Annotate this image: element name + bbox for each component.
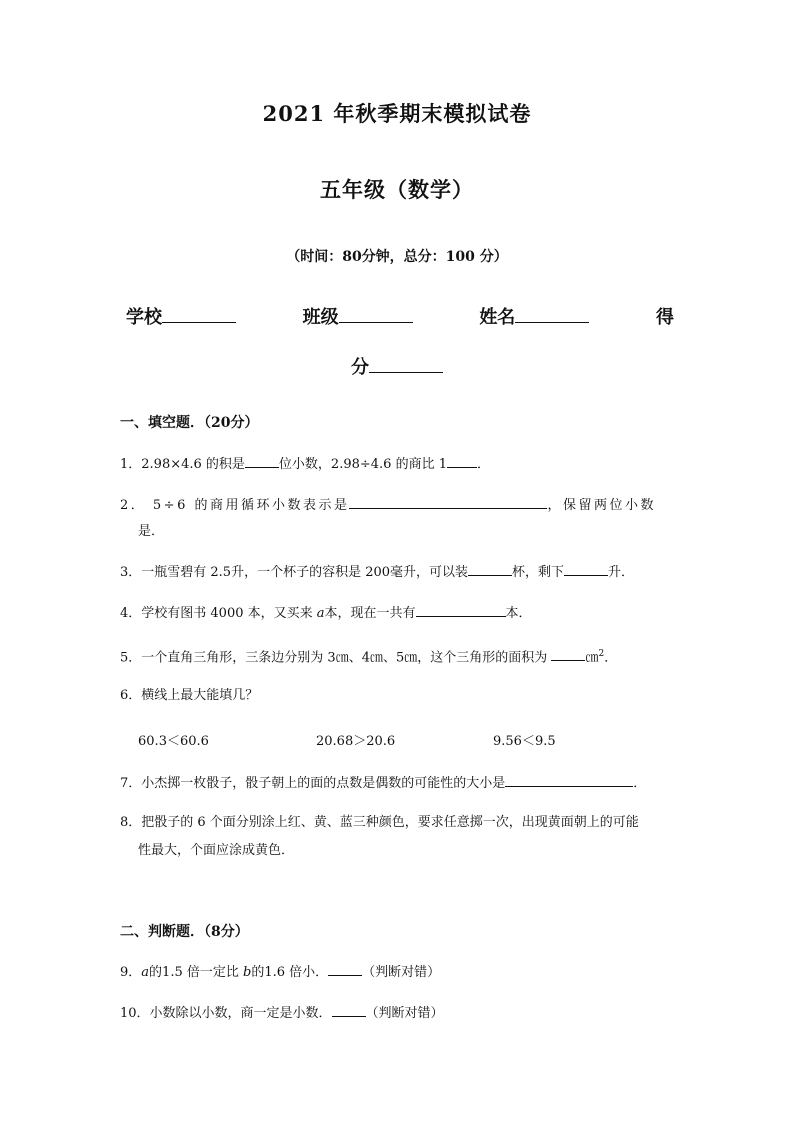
name-field[interactable]: 姓名	[479, 303, 589, 329]
question-6-item-2: 20.68＞20.6	[316, 734, 396, 749]
question-3: 3．一瓶雪碧有 2.5升，一个杯子的容积是 200毫升，可以装 杯，剩下 升．	[120, 562, 634, 582]
school-field[interactable]: 学校	[126, 303, 236, 329]
question-2: 2． 5÷6 的商用循环小数表示是 ，保留两位小数	[120, 495, 656, 515]
school-blank[interactable]	[162, 304, 236, 323]
section1-heading: 一、填空题．（20分）	[120, 415, 259, 431]
question-8-continued: 性最大，个面应涂成黄色．	[138, 843, 295, 858]
section2-heading: 二、判断题．（8分）	[120, 924, 249, 940]
score-blank[interactable]	[369, 354, 443, 373]
answer-blank[interactable]	[245, 454, 279, 468]
exam-meta: （时间：80分钟，总分：100 分）	[286, 249, 508, 265]
answer-blank[interactable]	[332, 1003, 366, 1017]
question-8: 8．把骰子的 6 个面分别涂上红、黄、蓝三种颜色，要求任意掷一次，出现黄面朝上的可能	[120, 815, 639, 830]
score-field[interactable]: 分	[351, 353, 443, 379]
class-field[interactable]: 班级	[303, 303, 413, 329]
answer-blank[interactable]	[447, 454, 477, 468]
question-7: 7．小杰掷一枚骰子，骰子朝上的面的点数是偶数的可能性的大小是 ．	[120, 773, 646, 793]
answer-blank[interactable]	[505, 773, 633, 787]
answer-blank[interactable]	[468, 562, 512, 576]
question-6-item-3: 9.56＜9.5	[493, 734, 556, 749]
answer-blank[interactable]	[564, 562, 608, 576]
answer-blank[interactable]	[551, 647, 585, 661]
question-4: 4．学校有图书 4000 本，又买来 a本，现在一共有 本．	[120, 603, 532, 623]
answer-blank[interactable]	[416, 603, 506, 617]
class-blank[interactable]	[339, 304, 413, 323]
answer-blank[interactable]	[328, 962, 362, 976]
score-label-part1: 得	[655, 307, 674, 328]
student-info-row	[126, 303, 674, 329]
question-1: 1．2.98×4.6 的积是 位小数，2.98÷4.6 的商比 1 ．	[120, 454, 490, 474]
name-blank[interactable]	[515, 304, 589, 323]
question-6-item-1: 60.3＜60.6	[138, 734, 209, 749]
question-5: 5．一个直角三角形，三条边分别为 3㎝、4㎝、5㎝，这个三角形的面积为 ㎝$^2$．	[120, 649, 618, 666]
question-6: 6．横线上最大能填几？	[120, 688, 259, 703]
exam-subtitle: 五年级（数学）	[320, 177, 474, 202]
question-9: 9．a的1.5 倍一定比 b的1.6 倍小． （判断对错）	[120, 962, 440, 982]
question-2-continued: 是．	[138, 524, 165, 539]
exam-title: 2021 年秋季期末模拟试卷	[262, 101, 532, 126]
question-10: 10．小数除以小数，商一定是小数． （判断对错）	[120, 1003, 444, 1023]
answer-blank[interactable]	[349, 495, 547, 509]
